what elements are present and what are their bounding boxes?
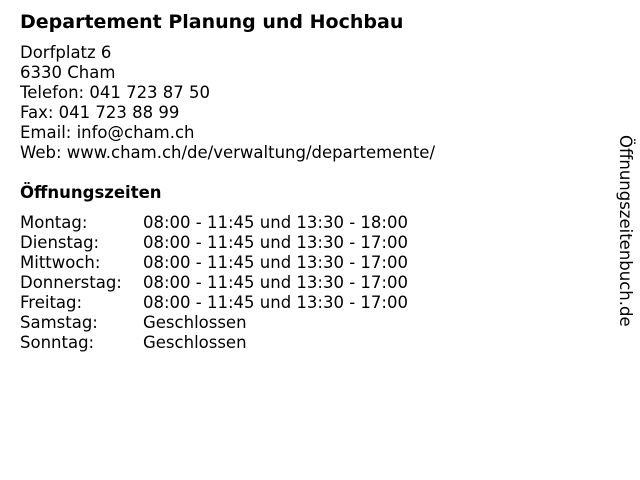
phone-number: Telefon: 041 723 87 50 bbox=[20, 83, 211, 102]
time-range: 08:00 - 11:45 und 13:30 - 17:00 bbox=[143, 253, 408, 272]
website-url: Web: www.cham.ch/de/verwaltung/departemente/ bbox=[20, 143, 436, 162]
day-label: Montag: bbox=[20, 213, 88, 232]
day-label: Donnerstag: bbox=[20, 273, 122, 292]
time-range: 08:00 - 11:45 und 13:30 - 17:00 bbox=[143, 293, 408, 312]
contact-block bbox=[20, 43, 435, 163]
page-title: Departement Planung und Hochbau bbox=[20, 11, 404, 33]
opening-hours-heading: Öffnungszeiten bbox=[20, 183, 162, 202]
time-range: 08:00 - 11:45 und 13:30 - 18:00 bbox=[143, 213, 408, 232]
site-watermark: Öffnungszeitenbuch.de bbox=[616, 135, 635, 327]
day-label: Samstag: bbox=[20, 313, 98, 332]
address-street: Dorfplatz 6 bbox=[20, 43, 112, 62]
time-range: 08:00 - 11:45 und 13:30 - 17:00 bbox=[143, 273, 408, 292]
time-range: Geschlossen bbox=[143, 333, 247, 352]
day-label: Mittwoch: bbox=[20, 253, 101, 272]
email-address: Email: info@cham.ch bbox=[20, 123, 195, 142]
day-label: Dienstag: bbox=[20, 233, 100, 252]
address-city: 6330 Cham bbox=[20, 63, 116, 82]
time-range: Geschlossen bbox=[143, 313, 247, 332]
fax-number: Fax: 041 723 88 99 bbox=[20, 103, 180, 122]
day-label: Sonntag: bbox=[20, 333, 95, 352]
day-label: Freitag: bbox=[20, 293, 83, 312]
time-range: 08:00 - 11:45 und 13:30 - 17:00 bbox=[143, 233, 408, 252]
